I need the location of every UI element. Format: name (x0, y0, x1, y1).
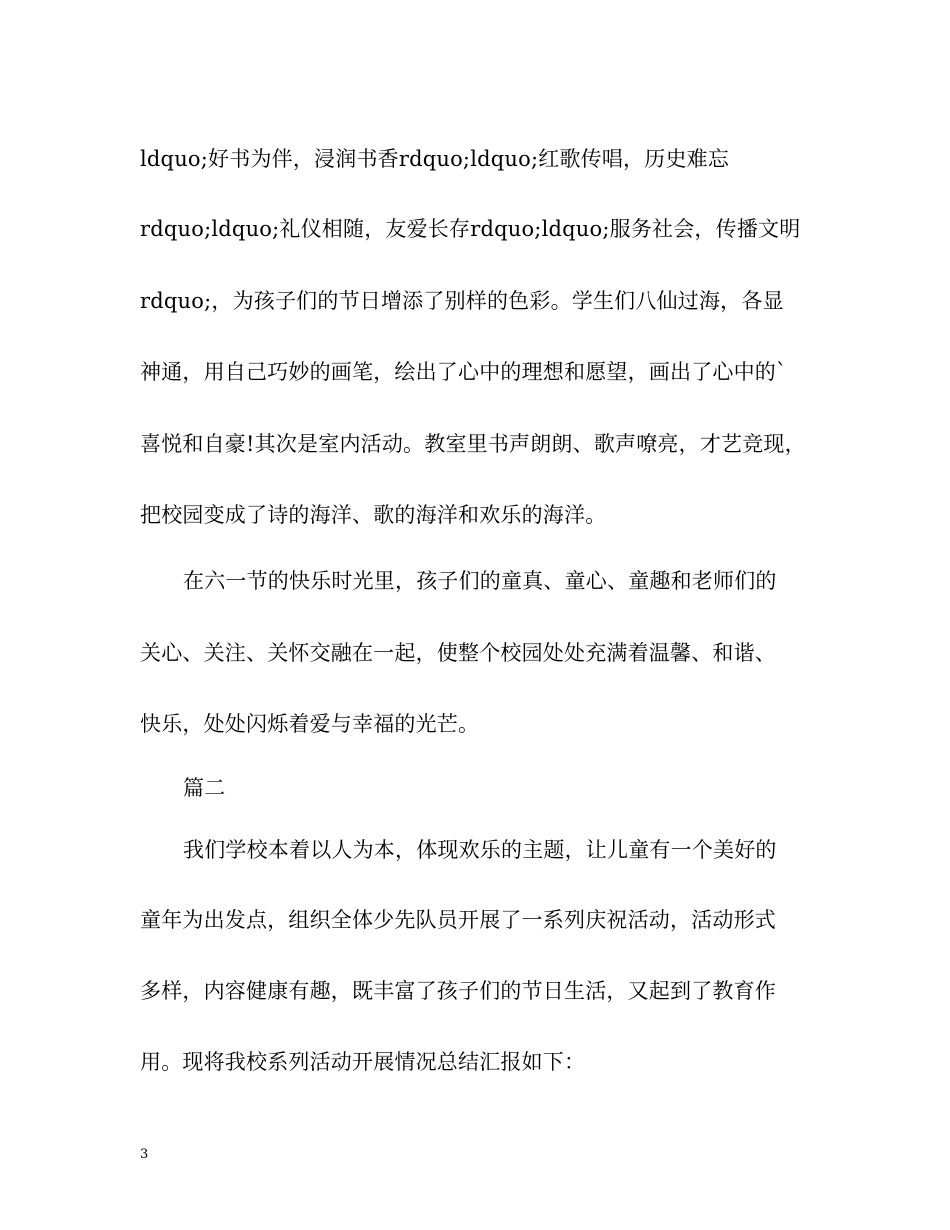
text-line: 多样，内容健康有趣，既丰富了孩子们的节日生活，又起到了教育作 (140, 979, 776, 1003)
text-line: 神通，用自己巧妙的画笔，绘出了心中的理想和愿望，画出了心中的` (140, 360, 787, 384)
page-number: 3 (140, 1147, 149, 1162)
text-line: 童年为出发点，组织全体少先队员开展了一系列庆祝活动，活动形式 (140, 908, 776, 932)
text-line: 喜悦和自豪!其次是室内活动。教室里书声朗朗、歌声嘹亮，才艺竞现， (140, 432, 806, 456)
text-line: rdquo;，为孩子们的节日增添了别样的色彩。学生们八仙过海，各显 (140, 289, 784, 313)
text-line: 快乐，处处闪烁着爱与幸福的光芒。 (140, 712, 480, 736)
text-line: 关心、关注、关怀交融在一起，使整个校园处处充满着温馨、和谐、 (140, 641, 776, 665)
section-heading: 篇二 (183, 776, 226, 800)
text-line: 把校园变成了诗的海洋、歌的海洋和欢乐的海洋。 (140, 503, 607, 527)
text-line: 在六一节的快乐时光里，孩子们的童真、童心、童趣和老师们的 (183, 569, 777, 593)
text-line: rdquo;ldquo;礼仪相随，友爱长存rdquo;ldquo;服务社会，传播文明 (140, 217, 801, 241)
text-line: 我们学校本着以人为本，体现欢乐的主题，让儿童有一个美好的 (183, 838, 777, 862)
text-line: 用。现将我校系列活动开展情况总结汇报如下： (140, 1050, 586, 1074)
text-line: ldquo;好书为伴，浸润书香rdquo;ldquo;红歌传唱，历史难忘 (140, 147, 730, 171)
